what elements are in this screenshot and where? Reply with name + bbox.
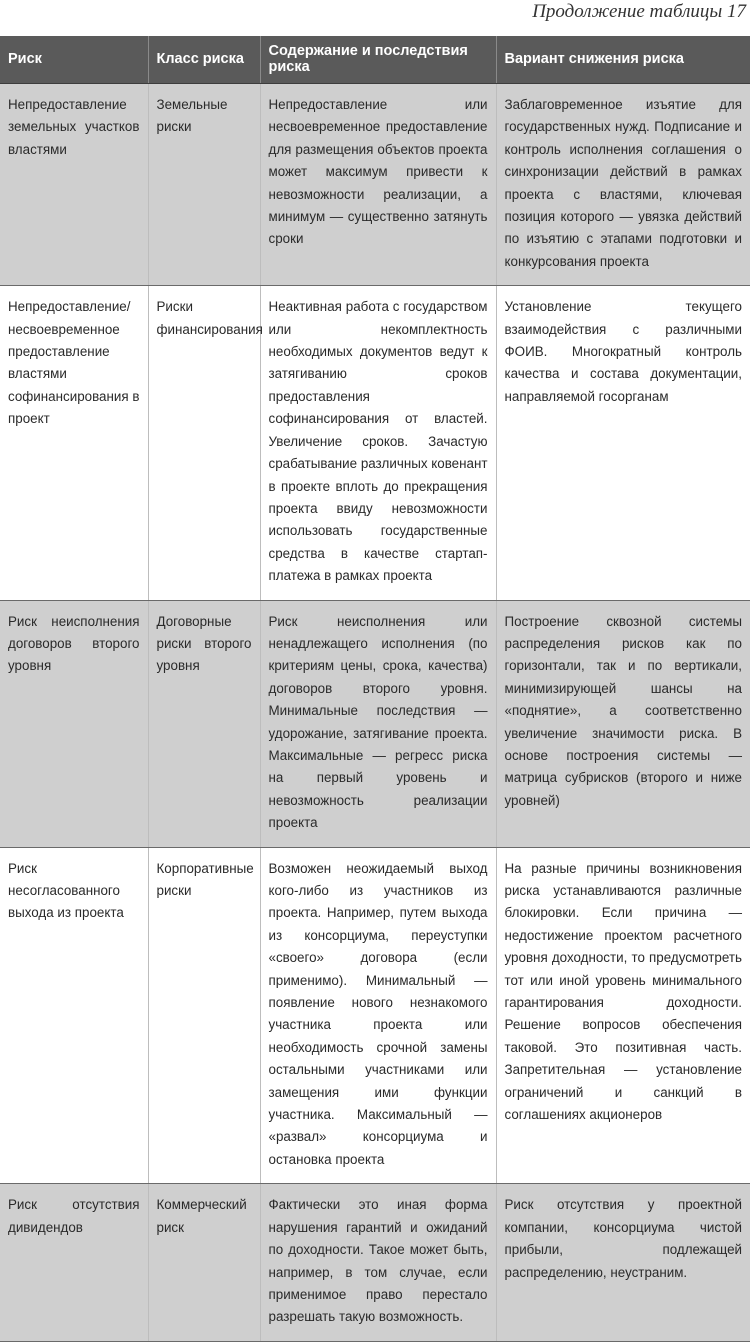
cell-content: Возможен неожидаемый выход кого-либо из участников из проекта. Например, путем выхода из консорциума, переуступки «своего» договора (если применимо). Минимальный — появление нового незнакомого участника проекта или необходимость срочной замены остальными участниками или замещения ими функции участника. Максимальный — «развал» консорциума и остановка проекта xyxy=(260,847,496,1184)
header-risk: Риск xyxy=(0,36,148,84)
cell-class: Риски финансирования xyxy=(148,286,260,600)
cell-mitigation: Установление текущего взаимодействия с различными ФОИВ. Многократный контроль качества и состава документации, направляемой госорганам xyxy=(496,286,750,600)
header-content-consequences: Содержание и последствия риска xyxy=(260,36,496,84)
cell-risk: Непредоставление земельных участков властями xyxy=(0,84,148,286)
cell-risk: Непредоставление/несвоевременное предоставление властями софинансирования в проект xyxy=(0,286,148,600)
cell-mitigation: На разные причины возникновения риска устанавливаются различные блокировки. Если причина — недостижение проектом расчетного уровня доходности, то предусмотреть тот или иной уровень минимального гарантирования доходности. Решение вопросов обеспечения таковой. Это позитивная часть. Запретительная — установление ограничений и санкций в соглашениях акционеров xyxy=(496,847,750,1184)
cell-risk: Риск неисполнения договоров второго уровня xyxy=(0,600,148,847)
cell-content: Непредоставление или несвоевременное предоставление для размещения объектов проекта может максимум привести к невозможности реализации, а минимум — существенно затянуть сроки xyxy=(260,84,496,286)
cell-content: Риск неисполнения или ненадлежащего исполнения (по критериям цены, срока, качества) договоров второго уровня. Минимальные последствия — удорожание, затягивание проекта. Максимальные — регресс риска на первый уровень и невозможность реализации проекта xyxy=(260,600,496,847)
table-row xyxy=(0,84,750,286)
cell-mitigation: Построение сквозной системы распределения рисков как по горизонтали, так и по вертикали, минимизирующей шансы на «поднятие», а соответственно увеличение значимости риска. В основе построения системы — матрица субрисков (второго и ниже уровней) xyxy=(496,600,750,847)
table-continuation-caption: Продолжение таблицы 17 xyxy=(532,1,746,22)
table-row xyxy=(0,1184,750,1341)
cell-risk: Риск несогласованного выхода из проекта xyxy=(0,847,148,1184)
cell-content: Фактически это иная форма нарушения гарантий и ожиданий по доходности. Такое может быть, например, в том случае, если применимое право перестало разрешать такую возможность. xyxy=(260,1184,496,1341)
header-risk-class: Класс риска xyxy=(148,36,260,84)
table-row xyxy=(0,847,750,1184)
cell-class: Земельные риски xyxy=(148,84,260,286)
cell-mitigation: Заблаговременное изъятие для государственных нужд. Подписание и контроль исполнения соглашения о синхронизации действий в рамках проекта с властями, ключевая позиция которого — увязка действий по изъятию с этапами подготовки и конкурсования проекта xyxy=(496,84,750,286)
cell-class: Коммерческий риск xyxy=(148,1184,260,1341)
cell-class: Корпоративные риски xyxy=(148,847,260,1184)
cell-risk: Риск отсутствия дивидендов xyxy=(0,1184,148,1341)
table-header xyxy=(0,36,750,84)
cell-class: Договорные риски второго уровня xyxy=(148,600,260,847)
header-mitigation: Вариант снижения риска xyxy=(496,36,750,84)
cell-mitigation: Риск отсутствия у проектной компании, консорциума чистой прибыли, подлежащей распределению, неустраним. xyxy=(496,1184,750,1341)
cell-content: Неактивная работа с государством или некомплектность необходимых документов ведут к затягиванию сроков предоставления софинансирования от властей. Увеличение сроков. Зачастую срабатывание различных ковенант в проекте вплоть до прекращения проекта ввиду невозможности использовать государственные средства в качестве стартап-платежа в рамках проекта xyxy=(260,286,496,600)
risk-table xyxy=(0,36,750,1342)
table-row xyxy=(0,286,750,600)
table-row xyxy=(0,600,750,847)
